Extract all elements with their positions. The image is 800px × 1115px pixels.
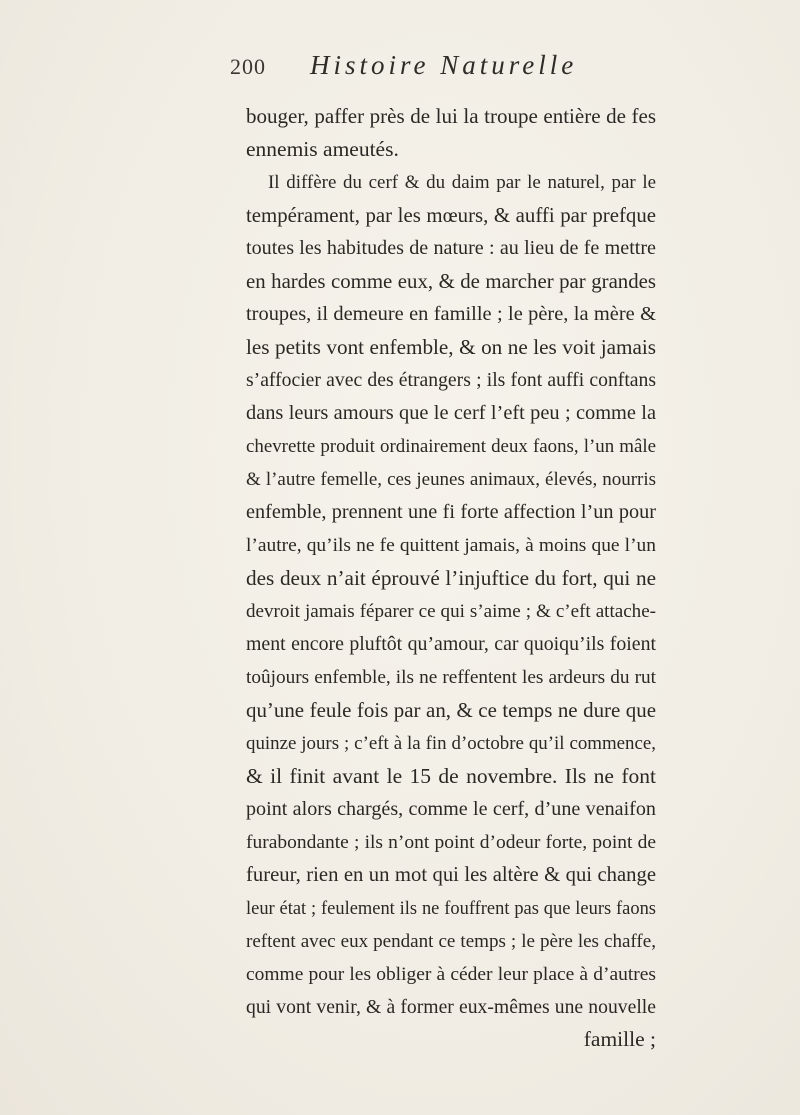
text-line: chevrette produit ordinairement deux faons, l’un mâle xyxy=(246,436,656,457)
text-line: leur état ; feulement ils ne fouffrent pas que leurs faons xyxy=(246,898,656,918)
text-line: point alors chargés, comme le cerf, d’une venaifon xyxy=(246,798,656,820)
text-line: comme pour les obliger à céder leur place à d’autres xyxy=(246,964,656,985)
text-line: en hardes comme eux, & de marcher par grandes xyxy=(246,269,656,293)
catchword: famille ; xyxy=(583,1027,656,1051)
running-title: Histoire Naturelle xyxy=(310,50,578,80)
text-line: ennemis ameutés. xyxy=(246,137,399,161)
text-line: s’affocier avec des étrangers ; ils font auffi conftans xyxy=(246,369,656,391)
text-line: bouger, paffer près de lui la troupe entière de fes xyxy=(246,104,656,128)
text-line: dans leurs amours que le cerf l’eft peu ; comme la xyxy=(246,402,656,424)
text-line: toutes les habitudes de nature : au lieu de fe mettre xyxy=(246,237,656,259)
text-line: toûjours enfemble, ils ne reffentent les ardeurs du rut xyxy=(246,667,656,688)
text-line: furabondante ; ils n’ont point d’odeur forte, point de xyxy=(246,832,656,853)
text-line: quinze jours ; c’eft à la fin d’octobre qu’il commence, xyxy=(246,733,656,754)
text-line: tempérament, par les mœurs, & auffi par prefque xyxy=(246,203,656,227)
text-line: fureur, rien en un mot qui les altère & qui change xyxy=(246,864,656,886)
text-line: enfemble, prennent une fi forte affection l’un pour xyxy=(246,501,656,523)
text-line: qui vont venir, & à former eux-mêmes une nouvelle xyxy=(246,996,656,1018)
text-line: l’autre, qu’ils ne fe quittent jamais, à moins que l’un xyxy=(246,535,656,556)
page-number: 200 xyxy=(230,54,266,79)
text-line: qu’une feule fois par an, & ce temps ne dure que xyxy=(246,698,656,722)
body-text xyxy=(246,100,656,1054)
text-line: devroit jamais féparer ce qui s’aime ; & c’eft attache- xyxy=(246,601,656,622)
text-line: les petits vont enfemble, & on ne les voit jamais xyxy=(246,335,656,359)
text-line: & l’autre femelle, ces jeunes animaux, élevés, nourris xyxy=(246,469,656,490)
text-line: ment encore pluftôt qu’amour, car quoiqu’ils foient xyxy=(246,633,656,655)
running-head xyxy=(230,50,660,90)
text-line: des deux n’ait éprouvé l’injuftice du fort, qui ne xyxy=(246,566,656,590)
text-line: troupes, il demeure en famille ; le père, la mère & xyxy=(246,303,656,325)
text-line: Il diffère du cerf & du daim par le naturel, par le xyxy=(268,172,656,193)
text-line: & il finit avant le 15 de novembre. Ils ne font xyxy=(246,764,656,788)
text-line: reftent avec eux pendant ce temps ; le père les chaffe, xyxy=(246,931,656,952)
